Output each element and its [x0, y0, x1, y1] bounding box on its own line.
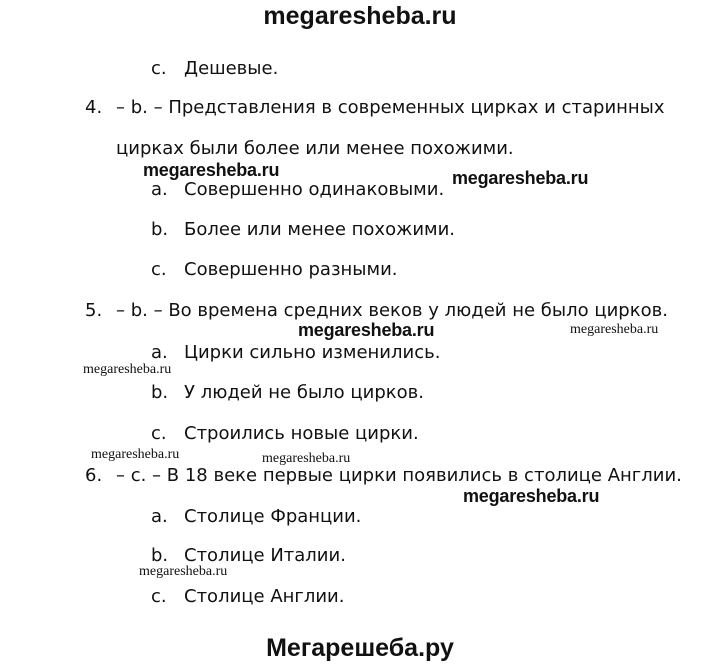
question-number: 6. [85, 465, 103, 486]
option-marker: a. [151, 179, 168, 200]
option-marker: c. [151, 586, 167, 607]
watermark: megaresheba.ru [570, 322, 659, 337]
option-text: Столице Франции. [184, 506, 362, 527]
question-number: 5. [85, 300, 103, 321]
option-marker: b. [151, 219, 169, 240]
option-text: Дешевые. [184, 58, 279, 79]
option-marker: c. [151, 58, 167, 79]
option-text: Столице Италии. [184, 545, 346, 566]
option-text: У людей не было цирков. [184, 382, 424, 403]
question-number: 4. [85, 97, 103, 118]
site-header: megaresheba.ru [263, 2, 457, 30]
watermark: megaresheba.ru [463, 486, 600, 506]
option-text: Совершенно разными. [184, 259, 398, 280]
option-text: Совершенно одинаковыми. [184, 179, 445, 200]
option-text: Столице Англии. [184, 586, 345, 607]
option-marker: c. [151, 423, 167, 444]
question-text: – c. – В 18 веке первые цирки появились в столице Англии. [116, 465, 682, 486]
watermark: megaresheba.ru [298, 320, 435, 340]
question-text-continued: цирках были более или менее похожими. [116, 138, 514, 159]
option-text: Более или менее похожими. [184, 219, 456, 240]
question-text: – b. – Представления в современных цирках и старинных [116, 97, 665, 118]
option-marker: c. [151, 259, 167, 280]
option-text: Строились новые цирки. [184, 423, 419, 444]
watermark: megaresheba.ru [91, 447, 180, 462]
watermark: megaresheba.ru [139, 564, 228, 579]
site-footer: Мегарешеба.ру [266, 634, 454, 662]
option-marker: b. [151, 545, 169, 566]
watermark: megaresheba.ru [452, 168, 589, 188]
option-marker: a. [151, 342, 168, 363]
watermark: megaresheba.ru [262, 451, 351, 466]
question-text: – b. – Во времена средних веков у людей не было цирков. [116, 300, 668, 321]
option-marker: b. [151, 382, 169, 403]
watermark: megaresheba.ru [143, 160, 280, 180]
option-text: Цирки сильно изменились. [184, 342, 441, 363]
option-marker: a. [151, 506, 168, 527]
watermark: megaresheba.ru [83, 362, 172, 377]
